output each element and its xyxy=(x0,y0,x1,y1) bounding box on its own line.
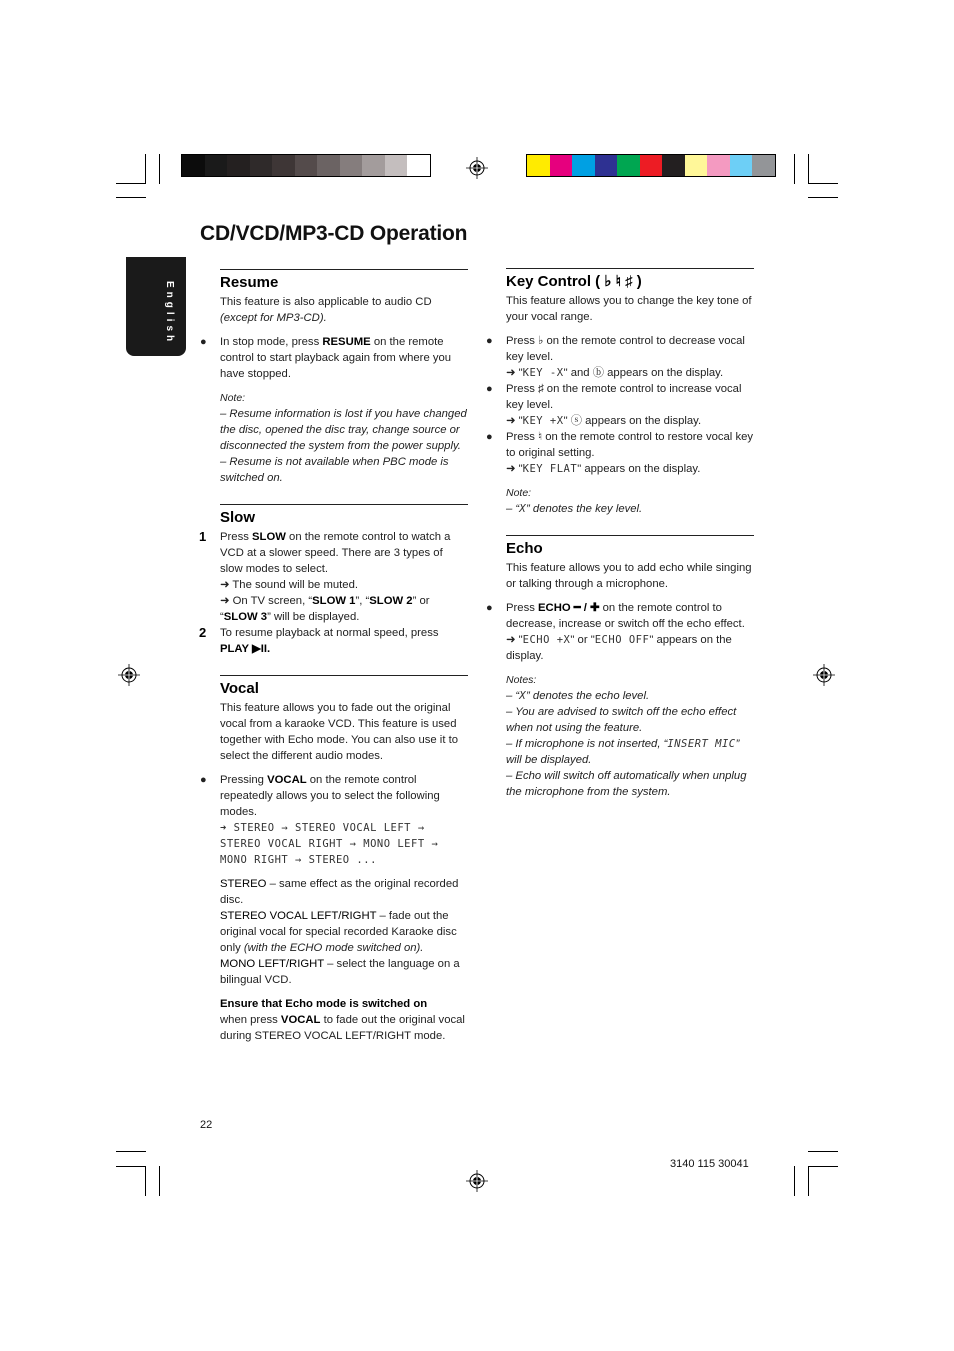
crop-mark xyxy=(116,183,146,184)
color-swatch xyxy=(272,155,295,176)
color-swatch xyxy=(407,155,430,176)
crop-mark xyxy=(808,1166,838,1167)
echo-note: – You are advised to switch off the echo effect when not using the feature. xyxy=(506,706,737,734)
echo-section xyxy=(506,535,754,800)
slow-heading: Slow xyxy=(220,509,256,526)
vocal-mode-sequence: MONO RIGHT → STEREO ... xyxy=(220,854,377,866)
crop-mark xyxy=(808,154,809,184)
color-swatch xyxy=(730,155,753,176)
color-calibration-bar xyxy=(526,154,776,177)
color-swatch xyxy=(340,155,363,176)
key-control-section xyxy=(506,268,754,517)
key-control-bullet: ● Press ♮ on the remote control to restore vocal key to original setting. xyxy=(506,429,754,461)
page-number: 22 xyxy=(200,1119,213,1131)
color-swatch xyxy=(640,155,663,176)
vocal-definition: STEREO – same effect as the original recorded disc. xyxy=(220,878,459,906)
color-swatch xyxy=(752,155,775,176)
echo-result: ➜ "ECHO +X" or "ECHO OFF" appears on the display. xyxy=(506,634,732,662)
vocal-section xyxy=(220,675,468,1044)
registration-mark-icon xyxy=(813,664,835,686)
color-swatch xyxy=(662,155,685,176)
key-control-bullet: ● Press ♯ on the remote control to increase vocal key level. xyxy=(506,381,754,413)
language-tab xyxy=(126,257,186,356)
echo-bullet: ● Press ECHO ━ / ✚ on the remote control to decrease, increase or switch off the echo effect. xyxy=(506,600,754,632)
color-swatch xyxy=(685,155,708,176)
color-swatch xyxy=(707,155,730,176)
echo-intro: This feature allows you to add echo while singing or talking through a microphone. xyxy=(506,562,752,590)
crop-mark xyxy=(794,154,795,184)
key-control-result: ➜ "KEY -X" and ⓑ appears on the display. xyxy=(506,367,724,379)
vocal-heading: Vocal xyxy=(220,680,259,697)
crop-mark xyxy=(808,1151,838,1152)
registration-mark-icon xyxy=(466,157,488,179)
crop-mark xyxy=(116,1166,146,1167)
vocal-mode-sequence: STEREO VOCAL RIGHT → MONO LEFT → xyxy=(220,838,439,850)
slow-step: 1 Press SLOW on the remote control to watch a VCD at a slower speed. There are 3 types of slow modes to select. xyxy=(199,529,451,575)
echo-note: – If microphone is not inserted, “INSERT MIC” will be displayed. xyxy=(506,738,740,766)
vocal-intro: This feature allows you to fade out the original vocal from a karaoke VCD. This feature is used together with Echo mode. You can also use it to select the different audio modes. xyxy=(220,702,459,762)
crop-mark xyxy=(808,183,838,184)
color-swatch xyxy=(295,155,318,176)
slow-step: 2 To resume playback at normal speed, press PLAY ▶II. xyxy=(199,625,439,655)
document-code: 3140 115 30041 xyxy=(670,1158,749,1170)
crop-mark xyxy=(116,1151,146,1152)
color-swatch xyxy=(317,155,340,176)
slow-section xyxy=(199,504,468,657)
echo-notes-label: Notes: xyxy=(506,674,537,686)
key-control-intro: This feature allows you to change the key tone of your vocal range. xyxy=(506,295,752,323)
crop-mark xyxy=(159,154,160,184)
color-swatch xyxy=(595,155,618,176)
resume-note: – Resume information is lost if you have changed the disc, opened the disc tray, change source or disconnected the system from the power supply. xyxy=(220,408,467,452)
key-control-note: – “X” denotes the key level. xyxy=(506,503,643,515)
color-swatch xyxy=(385,155,408,176)
resume-note: – Resume is not available when PBC mode is switched on. xyxy=(220,456,449,484)
left-column xyxy=(199,269,468,1044)
crop-mark xyxy=(808,1166,809,1196)
crop-mark xyxy=(159,1166,160,1196)
crop-mark xyxy=(145,154,146,184)
resume-note-label: Note: xyxy=(220,392,246,404)
right-column xyxy=(506,268,754,800)
key-control-result: ➜ "KEY +X" ⓢ appears on the display. xyxy=(506,415,702,427)
vocal-ensure-note: Ensure that Echo mode is switched on when press VOCAL to fade out the original vocal during STEREO VOCAL LEFT/RIGHT mode. xyxy=(220,998,465,1042)
crop-mark xyxy=(808,197,838,198)
crop-mark xyxy=(794,1166,795,1196)
key-control-heading: Key Control ( ♭ ♮ ♯ ) xyxy=(506,273,642,290)
key-control-result: ➜ "KEY FLAT" appears on the display. xyxy=(506,463,701,475)
key-control-bullet: ● Press ♭ on the remote control to decrease vocal key level. xyxy=(506,333,754,365)
language-tab-label: English xyxy=(164,281,175,346)
color-swatch xyxy=(205,155,228,176)
echo-heading: Echo xyxy=(506,540,543,557)
grayscale-calibration-bar xyxy=(181,154,431,177)
echo-note: – “X” denotes the echo level. xyxy=(506,690,650,702)
vocal-definition: STEREO VOCAL LEFT/RIGHT – fade out the original vocal for special recorded Karaoke disc only (with the ECHO mode switched on). xyxy=(220,910,457,954)
crop-mark xyxy=(145,1166,146,1196)
registration-mark-icon xyxy=(118,664,140,686)
vocal-bullet: ● Pressing VOCAL on the remote control repeatedly allows you to select the following modes. xyxy=(220,772,468,820)
key-control-note-label: Note: xyxy=(506,487,532,499)
color-swatch xyxy=(182,155,205,176)
resume-section xyxy=(220,269,468,486)
resume-heading: Resume xyxy=(220,274,279,291)
slow-result: ➜ The sound will be muted. xyxy=(220,579,358,591)
color-swatch xyxy=(227,155,250,176)
slow-result: ➜ On TV screen, “SLOW 1”, “SLOW 2” or “SLOW 3” will be displayed. xyxy=(220,595,430,623)
crop-mark xyxy=(116,197,146,198)
registration-mark-icon xyxy=(466,1170,488,1192)
resume-intro: This feature is also applicable to audio CD (except for MP3-CD). xyxy=(220,296,432,324)
color-swatch xyxy=(250,155,273,176)
color-swatch xyxy=(527,155,550,176)
color-swatch xyxy=(572,155,595,176)
color-swatch xyxy=(362,155,385,176)
color-swatch xyxy=(550,155,573,176)
echo-note: – Echo will switch off automatically when unplug the microphone from the system. xyxy=(506,770,747,798)
page-title: CD/VCD/MP3-CD Operation xyxy=(200,222,468,245)
color-swatch xyxy=(617,155,640,176)
resume-bullet: ● In stop mode, press RESUME on the remote control to start playback again from where you have stopped. xyxy=(220,334,468,382)
vocal-mode-sequence: ➜ STEREO → STEREO VOCAL LEFT → xyxy=(220,822,425,834)
vocal-definition: MONO LEFT/RIGHT – select the language on a bilingual VCD. xyxy=(220,958,460,986)
